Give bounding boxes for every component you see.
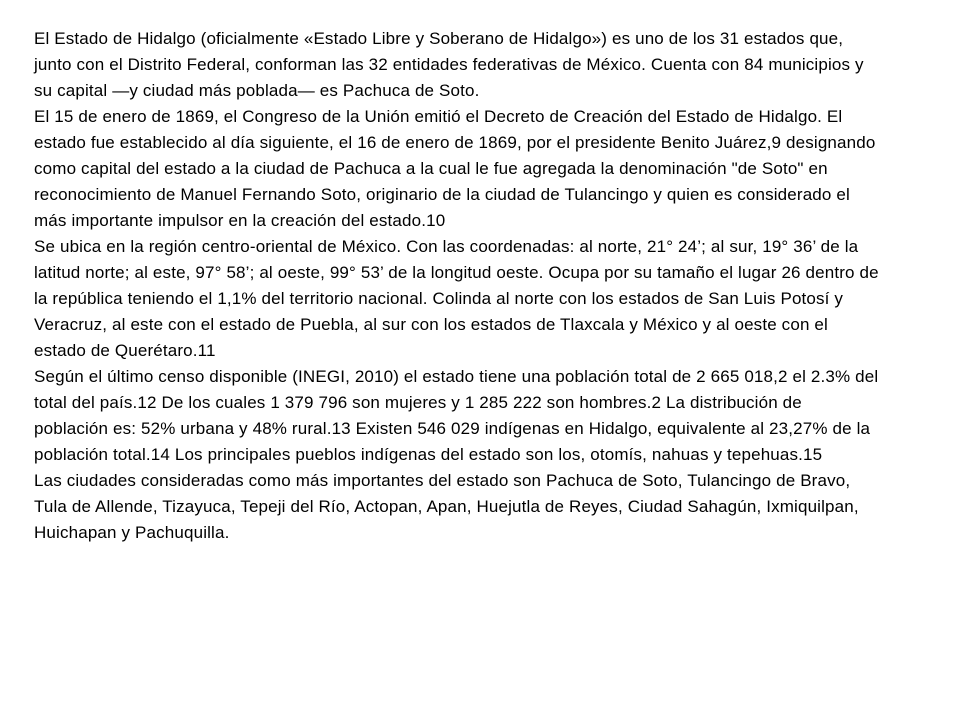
text-body — [34, 26, 880, 546]
paragraph-intro: El Estado de Hidalgo (oficialmente «Estado Libre y Soberano de Hidalgo») es uno de los 31 estados que, junto con el Distrito Federal, conforman las 32 entidades federativas de México. Cuenta con 84 municipios y su capital —y ciudad más poblada— es Pachuca de Soto. — [34, 29, 864, 100]
paragraph-population: Según el último censo disponible (INEGI, 2010) el estado tiene una población total de 2 665 018,2 el 2.3% del total del país.12 De los cuales 1 379 796 son mujeres y 1 285 222 son hombres.2 La distribución de población es: 52% urbana y 48% rural.13 Existen 546 029 indígenas en Hidalgo, equivalente al 23,27% de la población total.14 Los principales pueblos indígenas del estado son los, otomís, nahuas y tepehuas.15 — [34, 367, 879, 464]
paragraph-geography: Se ubica en la región centro-oriental de México. Con las coordenadas: al norte, 21° 24’; al sur, 19° 36’ de la latitud norte; al este, 97° 58’; al oeste, 99° 53’ de la longitud oeste. Ocupa por su tamaño el lugar 26 dentro de la república teniendo el 1,1% del territorio nacional. Colinda al norte con los estados de San Luis Potosí y Veracruz, al este con el estado de Puebla, al sur con los estados de Tlaxcala y México y al oeste con el estado de Querétaro.11 — [34, 237, 879, 360]
paragraph-history: El 15 de enero de 1869, el Congreso de la Unión emitió el Decreto de Creación del Estado de Hidalgo. El estado fue establecido al día siguiente, el 16 de enero de 1869, por el presidente Benito Juárez,9 designando como capital del estado a la ciudad de Pachuca a la cual le fue agregada la denominación "de Soto" en reconocimiento de Manuel Fernando Soto, originario de la ciudad de Tulancingo y quien es considerado el más importante impulsor en la creación del estado.10 — [34, 107, 876, 230]
paragraph-cities: Las ciudades consideradas como más importantes del estado son Pachuca de Soto, Tulancingo de Bravo, Tula de Allende, Tizayuca, Tepeji del Río, Actopan, Apan, Huejutla de Reyes, Ciudad Sahagún, Ixmiquilpan, Huichapan y Pachuquilla. — [34, 471, 859, 542]
